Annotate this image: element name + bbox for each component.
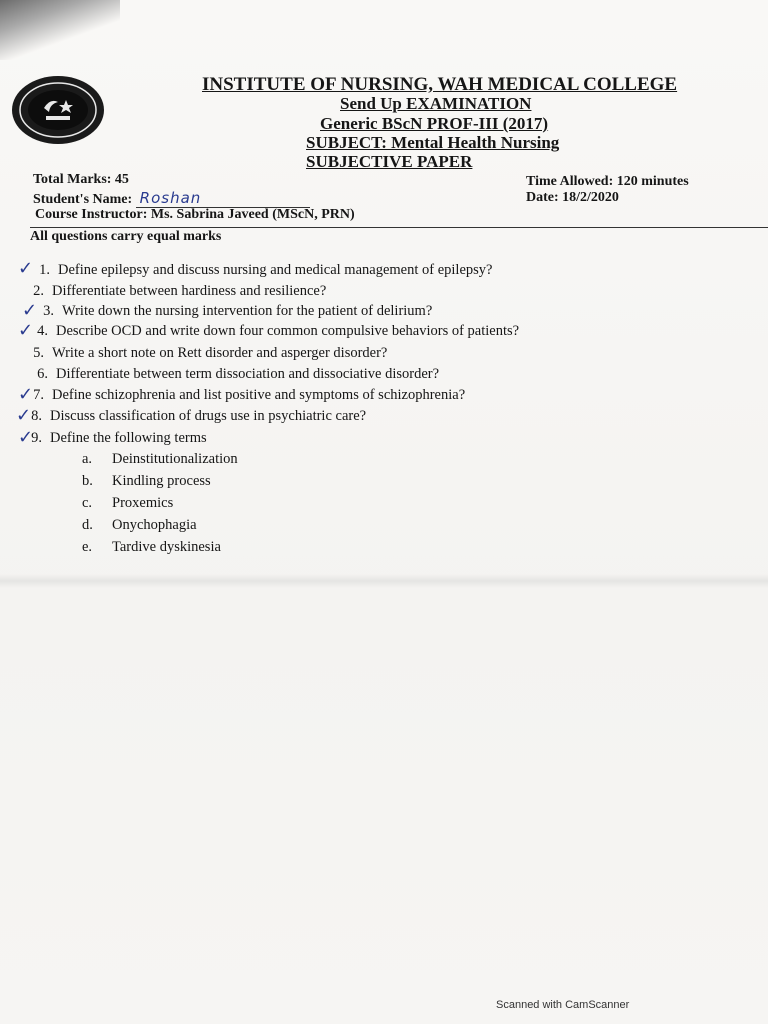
term-item: a. Deinstitutionalization xyxy=(82,451,238,467)
term-item: c. Proxemics xyxy=(82,495,174,511)
exam-date: Date: 18/2/2020 xyxy=(526,190,619,205)
pen-tick-icon: ✓ xyxy=(18,384,34,405)
question-item: 1. Define epilepsy and discuss nursing and medical management of epilepsy? xyxy=(39,262,493,278)
paper-fold-line xyxy=(0,574,768,588)
question-item: 6. Differentiate between term dissociation and dissociative disorder? xyxy=(37,366,440,382)
question-item: 9. Define the following terms xyxy=(31,430,207,446)
student-name-label: Student's Name: xyxy=(33,192,133,207)
student-name-handwritten: Roshan xyxy=(136,189,310,208)
question-item: 4. Describe OCD and write down four common compulsive behaviors of patients? xyxy=(37,323,520,339)
term-item: b. Kindling process xyxy=(82,473,211,489)
time-allowed: Time Allowed: 120 minutes xyxy=(526,174,689,189)
scanner-watermark: Scanned with CamScanner xyxy=(496,999,630,1011)
pen-tick-icon: ✓ xyxy=(18,427,34,448)
pen-tick-icon: ✓ xyxy=(18,320,34,341)
pen-tick-icon: ✓ xyxy=(16,405,32,426)
question-item: 7. Define schizophrenia and list positive and symptoms of schizophrenia? xyxy=(33,387,466,403)
student-name-row xyxy=(33,189,310,208)
scan-corner-shadow xyxy=(0,0,120,60)
college-seal-icon xyxy=(6,72,106,148)
question-item: 2. Differentiate between hardiness and resilience? xyxy=(33,283,327,299)
question-item: 8. Discuss classification of drugs use in psychiatric care? xyxy=(31,408,367,424)
paper-type: SUBJECTIVE PAPER xyxy=(306,152,473,171)
header-divider xyxy=(30,227,768,228)
program-title: Generic BScN PROF-III (2017) xyxy=(320,114,549,133)
pen-tick-icon: ✓ xyxy=(18,258,34,279)
question-item: 5. Write a short note on Rett disorder and asperger disorder? xyxy=(33,345,388,361)
term-item: e. Tardive dyskinesia xyxy=(82,539,221,555)
course-instructor: Course Instructor: Ms. Sabrina Javeed (MScN, PRN) xyxy=(35,207,355,222)
subject-title: SUBJECT: Mental Health Nursing xyxy=(306,133,560,152)
institute-title: INSTITUTE OF NURSING, WAH MEDICAL COLLEGE xyxy=(202,74,678,95)
instruction-text: All questions carry equal marks xyxy=(30,229,222,244)
exam-title: Send Up EXAMINATION xyxy=(340,94,532,113)
question-item: 3. Write down the nursing intervention for the patient of delirium? xyxy=(43,303,433,319)
total-marks: Total Marks: 45 xyxy=(33,172,129,187)
pen-tick-icon: ✓ xyxy=(22,300,38,321)
term-item: d. Onychophagia xyxy=(82,517,197,533)
